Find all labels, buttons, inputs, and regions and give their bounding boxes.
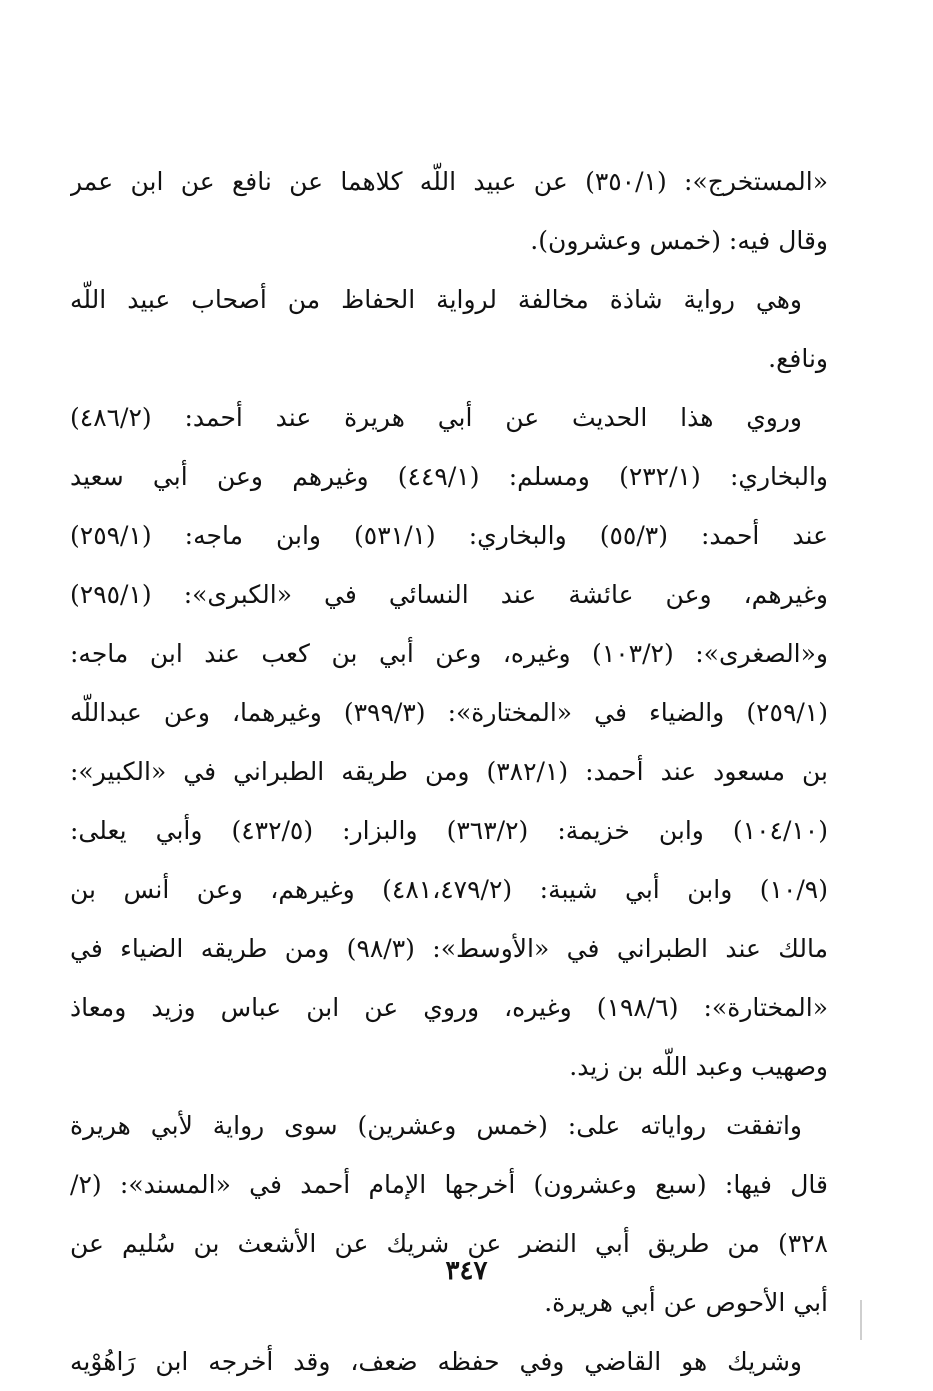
text-line: ونافع. — [768, 344, 828, 373]
text-line: وصهيب وعبد اللّه بن زيد. — [569, 1052, 828, 1081]
page-number: ٣٤٧ — [445, 1256, 488, 1286]
text-line: (١٠/٩) وابن أبي شيبة: (٤٨١،٤٧٩/٢) وغيرهم، وعن أنس بن — [70, 875, 828, 904]
text-line: ٣٢٨) من طريق أبي النضر عن شريك عن الأشعث بن سُليم عن — [70, 1229, 828, 1258]
text-line: عند أحمد: (٥٥/٣) والبخاري: (٥٣١/١) وابن ماجه: (٢٥٩/١) — [70, 521, 828, 550]
text-line: قال فيها: (سبع وعشرون) أخرجها الإمام أحمد في «المسند»: (٢/ — [70, 1170, 828, 1199]
text-line: وشريك هو القاضي وفي حفظه ضعف، وقد أخرجه ابن رَاهُوْيه — [70, 1347, 802, 1376]
text-line: (٢٥٩/١) والضياء في «المختارة»: (٣٩٩/٣) وغيرهما، وعن عبداللّه — [70, 698, 828, 727]
text-line: وروي هذا الحديث عن أبي هريرة عند أحمد: (٤٨٦/٢) — [70, 403, 802, 432]
text-line: وغيرهم، وعن عائشة عند النسائي في «الكبرى»: (٢٩٥/١) — [70, 580, 828, 609]
body-text — [70, 152, 828, 1391]
text-line: «المختارة»: (١٩٨/٦) وغيره، وروي عن ابن عباس وزيد ومعاذ — [70, 993, 828, 1022]
text-line: بن مسعود عند أحمد: (٣٨٢/١) ومن طريقه الطبراني في «الكبير»: — [70, 757, 828, 786]
text-line: والبخاري: (٢٣٢/١) ومسلم: (٤٤٩/١) وغيرهم وعن أبي سعيد — [70, 462, 828, 491]
text-line: أبي الأحوص عن أبي هريرة. — [544, 1288, 828, 1317]
text-line: «المستخرج»: (٣٥٠/١) عن عبيد اللّه كلاهما عن نافع عن ابن عمر — [70, 167, 828, 196]
text-line: وقال فيه: (خمس وعشرون). — [530, 226, 828, 255]
scan-edge-mark — [860, 1300, 862, 1340]
text-line: مالك عند الطبراني في «الأوسط»: (٩٨/٣) ومن طريقه الضياء في — [70, 934, 828, 963]
text-line: و«الصغرى»: (١٠٣/٢) وغيره، وعن أبي بن كعب عند ابن ماجه: — [70, 639, 828, 668]
text-line: (١٠٤/١٠) وابن خزيمة: (٣٦٣/٢) والبزار: (٤٣٢/٥) وأبي يعلى: — [70, 816, 828, 845]
text-line: واتفقت رواياته على: (خمس وعشرين) سوى رواية لأبي هريرة — [70, 1111, 802, 1140]
text-line: وهي رواية شاذة مخالفة لرواية الحفاظ من أصحاب عبيد اللّه — [70, 285, 802, 314]
